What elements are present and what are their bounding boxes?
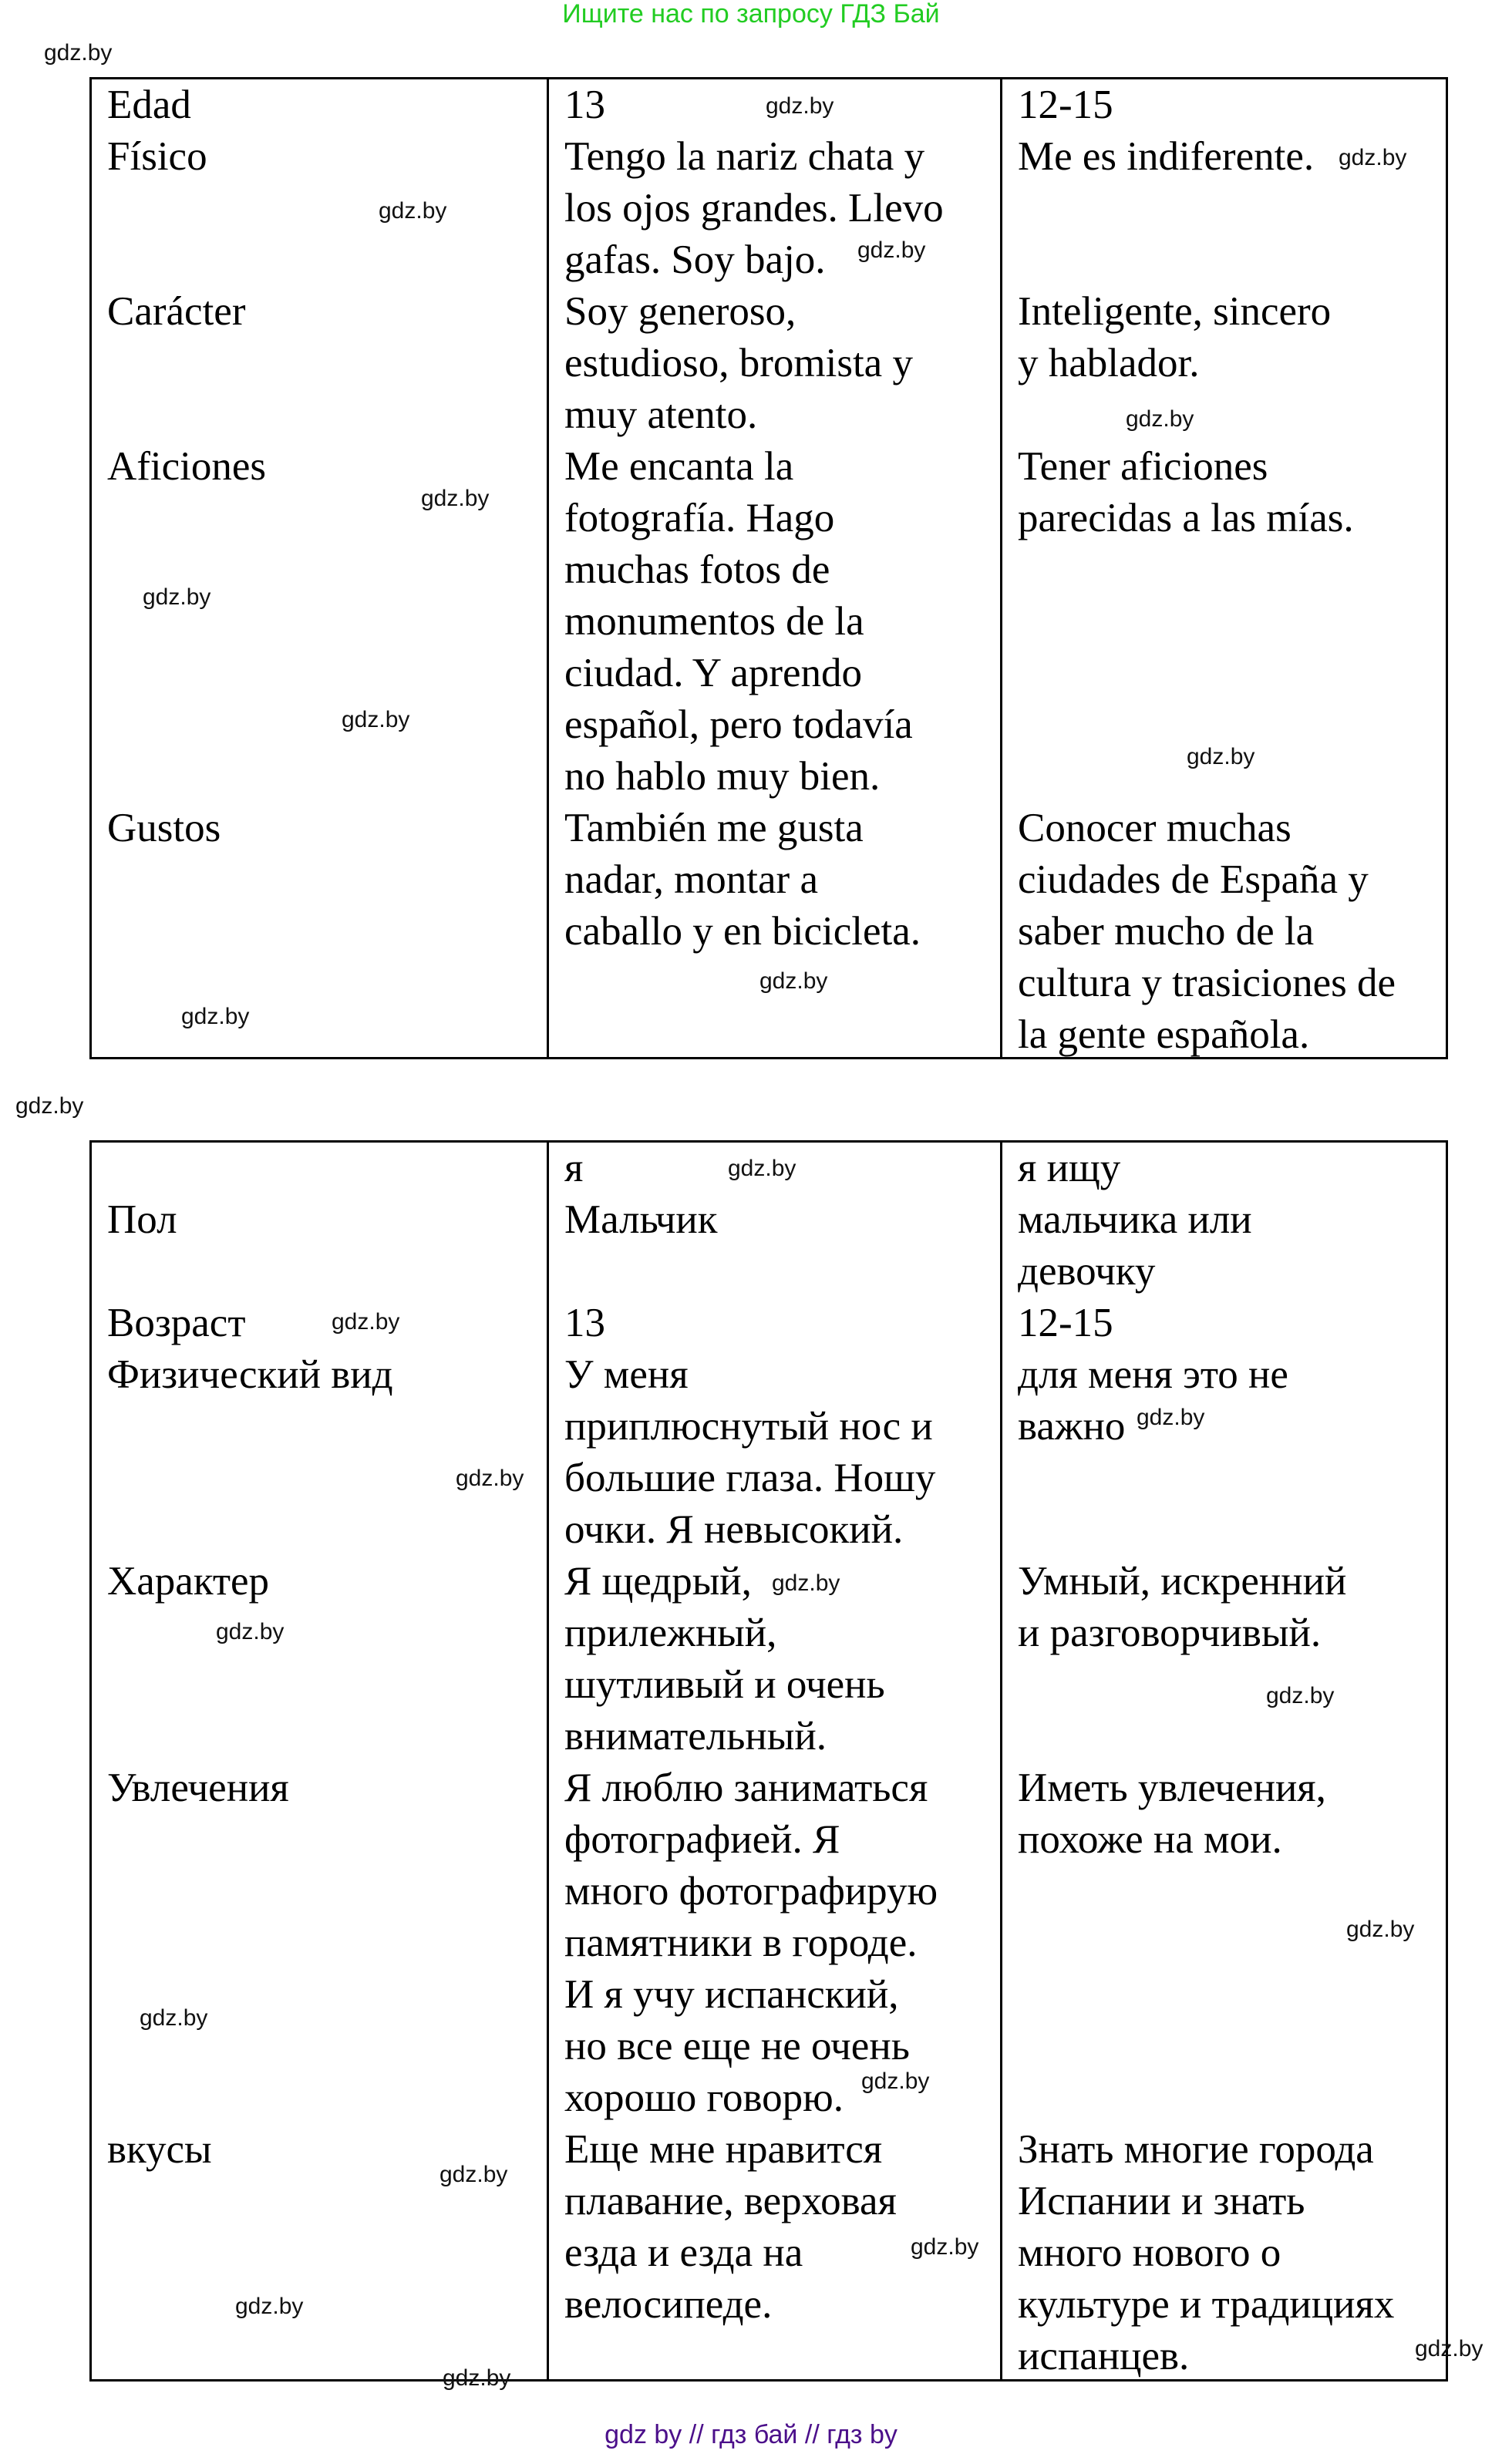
cell-line: saber mucho de la [1018, 909, 1315, 954]
cell-line: вкусы [107, 2127, 212, 2172]
cell-line: плавание, верховая [564, 2179, 897, 2223]
watermark: gdz.by [728, 1156, 796, 1181]
watermark: gdz.by [766, 93, 834, 119]
cell-line: фотографией. Я [564, 1817, 840, 1862]
cell-line: велосипеде. [564, 2282, 773, 2327]
cell-line: езда и езда на [564, 2230, 803, 2275]
cell-line [1018, 2021, 1446, 2072]
watermark: gdz.by [140, 2005, 208, 2031]
cell-line [1018, 1452, 1446, 1504]
cell-line [1018, 1969, 1446, 2021]
cell-line: español, pero todavía [564, 702, 913, 747]
cell-line: много фотографирую [564, 1869, 938, 1914]
cell-line: Иметь увлечения, [1018, 1766, 1326, 1810]
footer-links[interactable]: gdz by // гдз бай // гдз by [605, 2420, 897, 2449]
watermark: gdz.by [772, 1570, 840, 1596]
watermark: gdz.by [1126, 406, 1194, 432]
cell-line: девочку [1018, 1249, 1156, 1294]
watermark: gdz.by [15, 1093, 84, 1119]
cell-line: cultura y trasiciones de [1018, 961, 1396, 1005]
cell-line [107, 699, 547, 751]
cell-line [107, 338, 547, 389]
cell-line: Aficiones [107, 444, 267, 489]
cell-line: monumentos de la [564, 599, 864, 644]
cell-line: nadar, montar a [564, 857, 818, 902]
cell-line: También me gusta [564, 806, 864, 850]
cell-line: no hablo muy bien. [564, 754, 881, 799]
watermark: gdz.by [379, 198, 447, 224]
self-column [547, 1143, 1000, 2379]
cell-line: ciudades de España y [1018, 857, 1369, 902]
cell-line: Tener aficiones [1018, 444, 1268, 489]
watermark: gdz.by [1339, 145, 1407, 170]
cell-line [1018, 183, 1446, 234]
cell-line: y hablador. [1018, 341, 1200, 385]
cell-line [1018, 1866, 1446, 1917]
cell-line: caballo y en bicicleta. [564, 909, 921, 954]
cell-line: культуре и традициях [1018, 2282, 1395, 2327]
cell-line: la gente española. [1018, 1012, 1310, 1057]
cell-line: Carácter [107, 289, 246, 334]
cell-line: Характер [107, 1559, 270, 1604]
cell-line: Физический вид [107, 1352, 393, 1397]
watermark: gdz.by [456, 1466, 524, 1491]
cell-line [107, 1917, 547, 1969]
cell-line [107, 234, 547, 286]
cell-line: Знать многие города [1018, 2127, 1374, 2172]
cell-line [107, 1246, 547, 1298]
cell-line: большие глаза. Ношу [564, 1456, 936, 1500]
cell-line: fotografía. Hago [564, 496, 835, 540]
cell-line [107, 183, 547, 234]
preference-column [1000, 79, 1446, 1057]
cell-line: И я учу испанский, [564, 1972, 899, 2017]
cell-line [107, 1814, 547, 1866]
cell-line: много нового о [1018, 2230, 1281, 2275]
cell-line [564, 1246, 1000, 1298]
cell-line: muy atento. [564, 392, 758, 437]
cell-line: Еще мне нравится [564, 2127, 883, 2172]
watermark: gdz.by [911, 2234, 979, 2260]
cell-line: Я люблю заниматься [564, 1766, 928, 1810]
watermark: gdz.by [443, 2365, 511, 2391]
cell-line: Inteligente, sincero [1018, 289, 1332, 334]
cell-line: для меня это не [1018, 1352, 1288, 1397]
search-banner[interactable]: Ищите нас по запросу ГДЗ Бай [562, 0, 940, 29]
cell-line: Gustos [107, 806, 221, 850]
cell-line [107, 1711, 547, 1762]
cell-line: испанцев. [1018, 2334, 1190, 2378]
cell-line: прилежный, [564, 1611, 777, 1655]
cell-line: но все еще не очень [564, 2024, 910, 2068]
cell-line: мальчика или [1018, 1197, 1252, 1242]
cell-line: Умный, искренний [1018, 1559, 1347, 1604]
cell-line [1018, 699, 1446, 751]
cell-line: Me encanta la [564, 444, 794, 489]
watermark: gdz.by [1266, 1683, 1335, 1708]
watermark: gdz.by [857, 237, 926, 263]
watermark: gdz.by [143, 584, 211, 610]
cell-line: muchas fotos de [564, 547, 830, 592]
cell-line: Físico [107, 134, 207, 179]
cell-line [107, 751, 547, 803]
cell-line: estudioso, bromista y [564, 341, 913, 385]
cell-line [1018, 1711, 1446, 1762]
label-column [92, 1143, 547, 2379]
cell-line: важно [1018, 1404, 1126, 1449]
spanish-table [89, 77, 1448, 1059]
cell-line: gafas. Soy bajo. [564, 237, 826, 282]
cell-line [107, 1659, 547, 1711]
cell-line [107, 2072, 547, 2124]
cell-line: внимательный. [564, 1714, 827, 1759]
cell-line: Tengo la nariz chata y [564, 134, 925, 179]
watermark: gdz.by [44, 40, 113, 66]
cell-line: Мальчик [564, 1197, 718, 1242]
cell-line: 13 [564, 1301, 605, 1345]
cell-line [107, 1143, 547, 1194]
cell-line: Пол [107, 1197, 177, 1242]
cell-line: Me es indiferente. [1018, 134, 1315, 179]
self-column [547, 79, 1000, 1057]
label-column [92, 79, 547, 1057]
cell-line: 12-15 [1018, 1301, 1113, 1345]
cell-line [1018, 2072, 1446, 2124]
cell-line: Я щедрый, [564, 1559, 752, 1604]
preference-column [1000, 1143, 1446, 2379]
cell-line: Conocer muchas [1018, 806, 1292, 850]
cell-line: Испании и знать [1018, 2179, 1305, 2223]
cell-line: Возраст [107, 1301, 246, 1345]
cell-line: Edad [107, 82, 191, 127]
cell-line: ciudad. Y aprendo [564, 651, 863, 695]
watermark: gdz.by [332, 1309, 400, 1335]
watermark: gdz.by [1346, 1917, 1415, 1942]
cell-line [1018, 1504, 1446, 1556]
watermark: gdz.by [1187, 744, 1255, 769]
cell-line: 13 [564, 82, 605, 127]
cell-line [107, 1607, 547, 1659]
cell-line: и разговорчивый. [1018, 1611, 1322, 1655]
cell-line [1018, 389, 1446, 441]
cell-line: los ojos grandes. Llevo [564, 186, 944, 231]
cell-line [107, 648, 547, 699]
cell-line: Увлечения [107, 1766, 289, 1810]
cell-line [107, 1866, 547, 1917]
cell-line: приплюснутый нос и [564, 1404, 933, 1449]
cell-line [1018, 234, 1446, 286]
watermark: gdz.by [439, 2162, 508, 2187]
cell-line [1018, 1659, 1446, 1711]
watermark: gdz.by [861, 2068, 930, 2094]
cell-line: Soy generoso, [564, 289, 796, 334]
watermark: gdz.by [1415, 2336, 1483, 2361]
watermark: gdz.by [235, 2294, 304, 2319]
cell-line [107, 1504, 547, 1556]
watermark: gdz.by [759, 968, 828, 994]
cell-line: похоже на мои. [1018, 1817, 1282, 1862]
cell-line: памятники в городе. [564, 1920, 918, 1965]
watermark: gdz.by [421, 486, 490, 511]
cell-line: очки. Я невысокий. [564, 1507, 904, 1552]
cell-line [1018, 596, 1446, 648]
cell-line: я [564, 1146, 584, 1190]
cell-line [107, 1401, 547, 1452]
cell-line: 12-15 [1018, 82, 1113, 127]
russian-table [89, 1140, 1448, 2382]
cell-line: У меня [564, 1352, 689, 1397]
watermark: gdz.by [216, 1619, 285, 1644]
cell-line [1018, 544, 1446, 596]
cell-line: я ищу [1018, 1146, 1121, 1190]
watermark: gdz.by [342, 707, 410, 732]
cell-line [107, 389, 547, 441]
cell-line: parecidas a las mías. [1018, 496, 1354, 540]
watermark: gdz.by [181, 1004, 250, 1029]
cell-line: хорошо говорю. [564, 2075, 844, 2120]
watermark: gdz.by [1137, 1405, 1205, 1430]
cell-line: шутливый и очень [564, 1662, 885, 1707]
cell-line [1018, 648, 1446, 699]
